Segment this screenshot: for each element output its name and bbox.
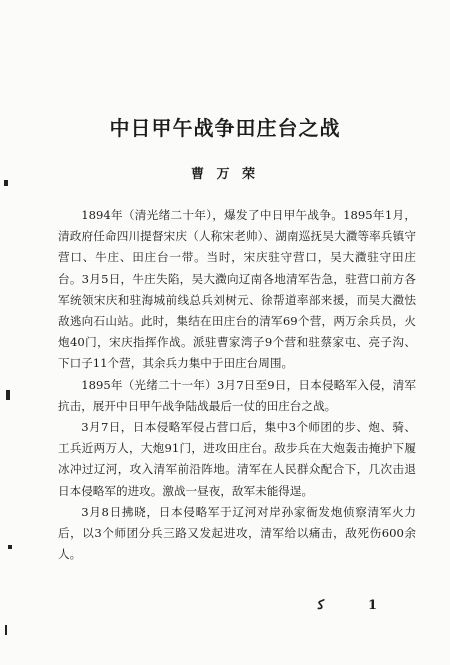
paragraph: 3月7日，日本侵略军侵占营口后，集中3个师团的步、炮、骑、工兵近两万人，大炮91门，进攻田庄台。敌步兵在大炮轰击掩护下履冰冲过辽河，攻入清军前沿阵地。清军在人民群众配合下，几次击退日本侵略军的进攻。激战一昼夜，敌军未能得逞。 — [58, 420, 416, 498]
article-title: 中日甲午战争田庄台之战 — [109, 116, 341, 140]
scan-mark — [5, 625, 7, 635]
footer-mark: 1 — [368, 598, 378, 613]
paragraph: 1894年（清光绪二十年），爆发了中日甲午战争。1895年1月，清政府任命四川提督宋庆（人称宋老帅）、湖南巡抚吴大瀓等率兵镇守营口、牛庄、田庄台一带。当时，宋庆驻守营口，吴大瀓驻守田庄台。3月5日，牛庄失陷，吴大瀓向辽南各地清军告急，驻营口前方各军统领宋庆和驻海城前线总兵刘树元、徐帮道率部来援，而吴大瀓怯敌逃向石山站。此时，集结在田庄台的清军69个营，两万余兵员，火炮40门，宋庆指挥作战。派驻曹家湾子9个营和驻蔡家屯、亮子沟、下口子11个营，其余兵力集中于田庄台周围。 — [58, 208, 416, 371]
article-author: 曹 万 荣 — [190, 167, 260, 182]
article-body — [58, 205, 416, 565]
footer-mark: ﻛ — [318, 598, 325, 613]
paragraph: 1895年（光绪二十一年）3月7日至9日，日本侵略军入侵，清军抗击，展开中日甲午战争陆战最后一仗的田庄台之战。 — [58, 377, 416, 413]
scan-mark — [6, 390, 10, 400]
paragraph: 3月8日拂晓，日本侵略军于辽河对岸孙家衙发炮侦察清军火力后，以3个师团分兵三路又发起进攻，清军给以痛击，敌死伤600余人。 — [58, 504, 416, 562]
scan-mark — [8, 545, 12, 549]
